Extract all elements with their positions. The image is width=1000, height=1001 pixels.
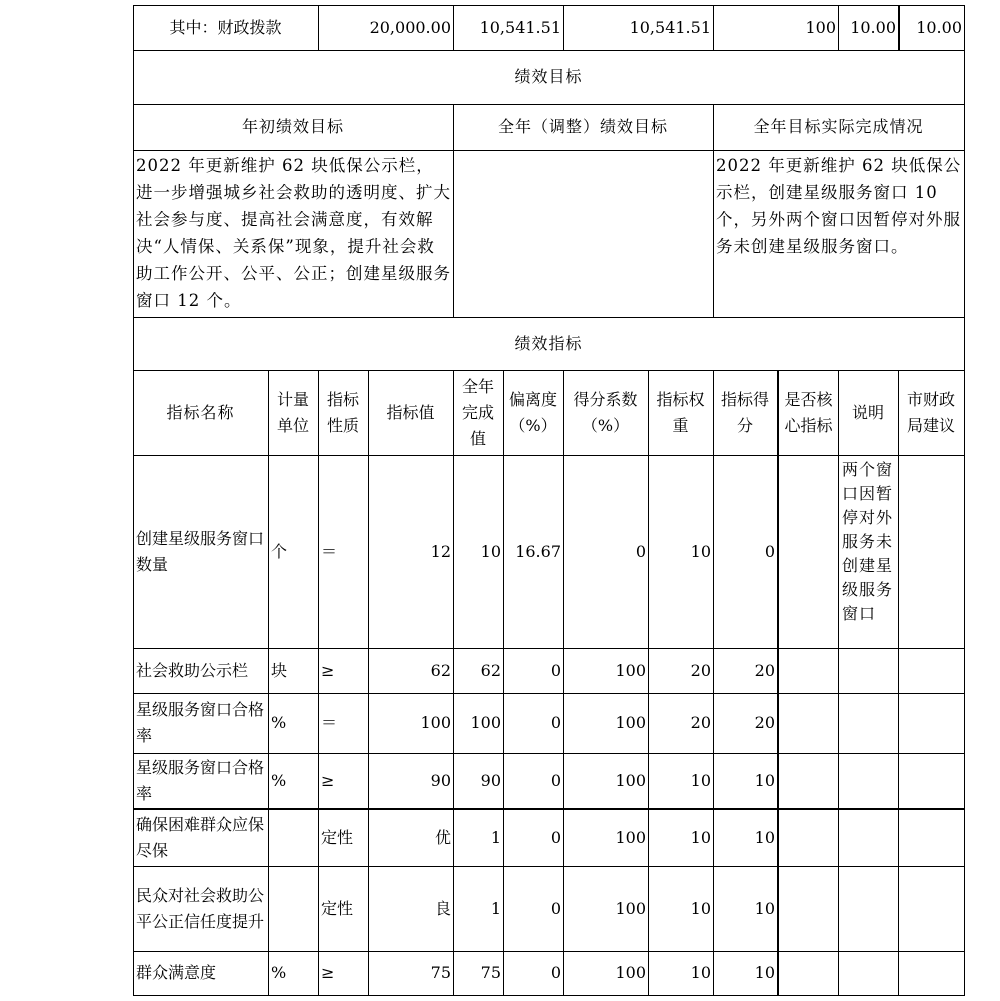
indicator-score: 10	[754, 770, 775, 790]
header-target: 指标值	[386, 402, 435, 422]
indicator-advice	[898, 951, 964, 995]
indicator-name: 星级服务窗口合格率	[136, 757, 265, 803]
indicator-weight: 10	[690, 541, 711, 561]
indicator-target: 75	[430, 963, 451, 982]
indicator-coef: 100	[615, 898, 646, 918]
indicator-weight: 20	[690, 713, 711, 732]
indicator-actual: 100	[470, 713, 501, 732]
indicator-nature: ＝	[321, 713, 338, 732]
indicator-score: 10	[754, 898, 775, 918]
indicator-core	[779, 810, 838, 866]
indicator-deviation: 0	[550, 963, 561, 982]
indicator-core	[779, 455, 838, 648]
indicator-target: 12	[430, 541, 451, 561]
indicator-nature: 定性	[321, 828, 354, 847]
indicator-actual: 90	[480, 770, 501, 790]
goals-initial-text: 2022 年更新维护 62 块低保公示栏，进一步增强城乡社会救助的透明度、扩大社会参与度、提高社会满意度，有效解决“人情保、关系保”现象，提升社会救助工作公开、公平、公正；创建星级服务窗口 12 个。	[136, 156, 451, 310]
indicator-actual: 75	[480, 963, 501, 982]
indicator-advice	[898, 810, 964, 866]
indicator-note	[838, 753, 898, 808]
goals-section-title: 绩效目标	[514, 67, 583, 86]
indicator-weight: 10	[690, 963, 711, 982]
goals-actual-text: 2022 年更新维护 62 块低保公示栏，创建星级服务窗口 10 个，另外两个窗口因暂停对外服务未创建星级服务窗口。	[716, 156, 962, 256]
indicator-unit	[268, 810, 318, 866]
indicator-advice	[898, 866, 964, 951]
indicator-coef: 100	[615, 660, 646, 680]
indicator-name: 创建星级服务窗口数量	[136, 528, 265, 574]
goals-col-initial: 年初绩效目标	[241, 117, 344, 136]
header-score: 指标得分	[720, 389, 769, 435]
indicator-deviation: 16.67	[515, 541, 561, 561]
goals-adjusted-text	[453, 150, 713, 317]
indicator-unit: %	[271, 713, 287, 732]
header-core: 是否核心指标	[784, 389, 833, 435]
header-note: 说明	[851, 402, 884, 422]
indicator-score: 10	[754, 963, 775, 982]
header-unit: 计量单位	[276, 389, 309, 435]
header-actual: 全年完成值	[461, 376, 494, 448]
annual-budget-value: 20,000.00	[369, 17, 451, 37]
indicator-target: 62	[430, 660, 451, 680]
indicator-deviation: 0	[550, 828, 561, 847]
indicator-target: 良	[434, 898, 451, 918]
goals-col-adjusted: 全年（调整）绩效目标	[497, 117, 668, 136]
indicator-nature: 定性	[321, 898, 354, 918]
goals-col-actual: 全年目标实际完成情况	[753, 117, 924, 136]
indicator-name: 确保困难群众应保尽保	[136, 815, 265, 860]
indicator-actual: 1	[490, 828, 501, 847]
indicator-target: 100	[420, 713, 451, 732]
indicator-score: 10	[754, 828, 775, 847]
header-coef: 得分系数（%）	[573, 389, 638, 435]
funding-weight-value: 10.00	[850, 17, 896, 37]
indicator-name: 社会救助公示栏	[136, 660, 249, 680]
indicator-actual: 62	[480, 660, 501, 680]
indicator-note	[838, 866, 898, 951]
indicator-note	[838, 648, 898, 693]
header-name: 指标名称	[166, 402, 235, 422]
indicator-unit: 个	[271, 541, 288, 561]
indicator-weight: 20	[690, 660, 711, 680]
funding-label: 其中：财政拨款	[169, 17, 282, 37]
indicator-note	[838, 693, 898, 753]
funding-score-value: 10.00	[916, 17, 962, 37]
indicator-deviation: 0	[550, 713, 561, 732]
indicator-core	[779, 753, 838, 808]
indicator-name: 群众满意度	[136, 963, 217, 982]
indicator-nature: ＝	[321, 541, 338, 561]
indicator-nature: ≥	[321, 660, 335, 680]
indicator-coef: 100	[615, 828, 646, 847]
indicator-name: 民众对社会救助公平公正信任度提升	[136, 885, 265, 931]
indicator-coef: 100	[615, 770, 646, 790]
indicator-advice	[898, 753, 964, 808]
indicator-advice	[898, 455, 964, 648]
indicator-core	[779, 866, 838, 951]
execution-rate-value: 100	[805, 17, 836, 37]
indicator-note: 两个窗口因暂停对外服务未创建星级服务窗口	[842, 460, 894, 623]
indicator-core	[779, 951, 838, 995]
indicator-score: 20	[754, 713, 775, 732]
indicator-core	[779, 648, 838, 693]
header-deviation: 偏离度（%）	[508, 389, 557, 435]
indicators-section-title: 绩效指标	[514, 333, 583, 353]
indicator-score: 20	[754, 660, 775, 680]
indicator-weight: 10	[690, 770, 711, 790]
header-advice: 市财政局建议	[906, 389, 955, 435]
indicator-deviation: 0	[550, 660, 561, 680]
indicator-weight: 10	[690, 898, 711, 918]
indicator-coef: 0	[635, 541, 646, 561]
indicator-deviation: 0	[550, 898, 561, 918]
indicator-target: 90	[430, 770, 451, 790]
indicator-deviation: 0	[550, 770, 561, 790]
indicator-actual: 1	[490, 898, 501, 918]
executed-value: 10,541.51	[629, 17, 711, 37]
indicator-note	[838, 810, 898, 866]
indicator-weight: 10	[690, 828, 711, 847]
header-nature: 指标性质	[326, 389, 359, 435]
header-weight: 指标权重	[656, 389, 705, 435]
indicator-note	[838, 951, 898, 995]
indicator-advice	[898, 693, 964, 753]
indicator-score: 0	[764, 541, 775, 561]
indicator-nature: ≥	[321, 963, 335, 982]
indicator-advice	[898, 648, 964, 693]
indicator-target: 优	[434, 828, 451, 847]
indicator-unit: %	[271, 770, 287, 790]
indicator-core	[779, 693, 838, 753]
indicator-nature: ≥	[321, 770, 335, 790]
indicator-coef: 100	[615, 713, 646, 732]
adjusted-budget-value: 10,541.51	[479, 17, 561, 37]
indicator-coef: 100	[615, 963, 646, 982]
indicator-unit: 块	[271, 660, 288, 680]
indicator-unit: %	[271, 963, 287, 982]
indicator-actual: 10	[480, 541, 501, 561]
indicator-name: 星级服务窗口合格率	[136, 700, 265, 745]
indicator-unit	[268, 866, 318, 951]
